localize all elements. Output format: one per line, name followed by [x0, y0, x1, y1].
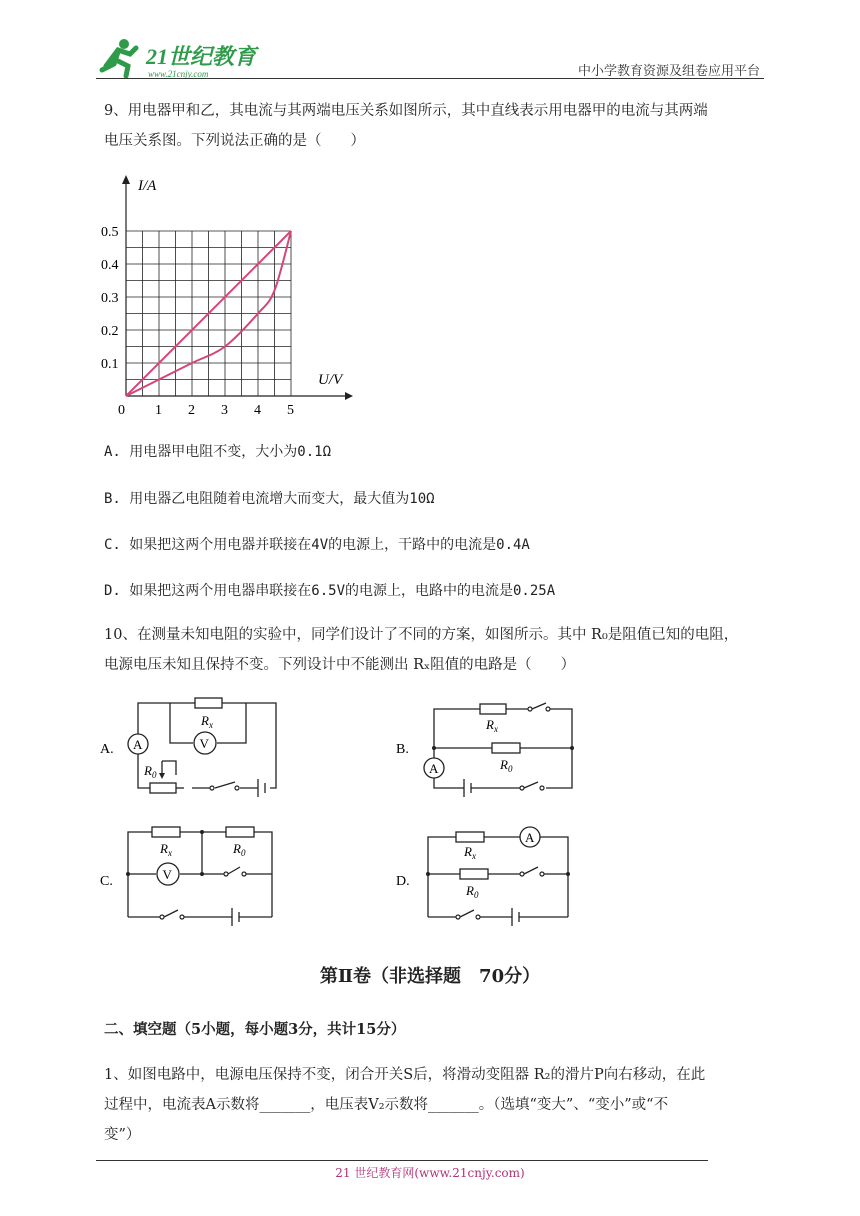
switch-contact: [528, 707, 532, 711]
x-tick-label: 1: [155, 403, 162, 418]
switch-contact: [224, 872, 228, 876]
switch-contact: [540, 872, 544, 876]
site-logo: [96, 36, 266, 80]
question-9-line2: 电压关系图。下列说法正确的是（ ）: [104, 133, 365, 149]
circuit-b-label: B.: [396, 742, 409, 757]
switch-contact: [540, 786, 544, 790]
r0-label: $R_0$: [144, 763, 157, 780]
fill-question-1: [104, 1060, 764, 1150]
question-10: [104, 620, 764, 680]
header-divider: [96, 78, 764, 79]
switch-contact: [210, 786, 214, 790]
q9-option-d[interactable]: D. 如果把这两个用电器串联接在6.5V的电源上，电路中的电流是0.25A: [104, 583, 556, 599]
rx-label: $R_x$: [201, 713, 213, 730]
circuit-b[interactable]: [396, 695, 586, 809]
resistor-r0: [226, 827, 254, 837]
chart-ticks: [101, 225, 294, 418]
q9-option-a[interactable]: A. 用电器甲电阻不变，大小为0.1Ω: [104, 444, 332, 460]
resistor-r0: [492, 743, 520, 753]
x-axis-arrow: [345, 392, 353, 400]
y-axis-label: I/A: [138, 178, 157, 194]
x-axis-label: U/V: [318, 372, 343, 388]
switch-contact: [456, 915, 460, 919]
x-tick-label: 5: [287, 403, 294, 418]
y-tick-label: 0.2: [101, 324, 119, 339]
fill-question-1-line3: 变”）: [104, 1127, 141, 1143]
footer-divider: [96, 1160, 708, 1161]
logo-text: 21世纪教育: [146, 44, 257, 69]
resistor-rx: [480, 704, 506, 714]
circuit-c-label: C.: [100, 874, 113, 889]
logo-url: www.21cnjy.com: [148, 69, 209, 79]
rx-label: $R_x$: [160, 841, 172, 858]
switch-contact: [476, 915, 480, 919]
resistor-rx: [152, 827, 180, 837]
circuit-a-label: A.: [100, 742, 114, 757]
section-subtitle: 二、填空题（5小题，每小题3分，共计15分）: [104, 1021, 406, 1038]
x-tick-label: 3: [221, 403, 228, 418]
rx-label: $R_x$: [486, 717, 498, 734]
question-10-line2: 电源电压未知且保持不变。下列设计中不能测出 Rₓ阻值的电路是（ ）: [104, 657, 576, 673]
ammeter-symbol: A: [133, 737, 143, 752]
y-axis-arrow: [122, 175, 130, 184]
circuit-c[interactable]: [100, 820, 290, 939]
question-9: [104, 96, 764, 156]
switch-contact: [520, 872, 524, 876]
y-tick-label: 0.1: [101, 357, 119, 372]
resistor-r0: [460, 869, 488, 879]
q9-option-c[interactable]: C. 如果把这两个用电器并联接在4V的电源上，干路中的电流是0.4A: [104, 537, 530, 553]
y-tick-label: 0.3: [101, 291, 119, 306]
question-9-line1: 9、用电器甲和乙，其电流与其两端电压关系如图所示，其中直线表示用电器甲的电流与其两端: [104, 103, 708, 119]
iv-chart-svg: [100, 170, 360, 420]
circuit-d[interactable]: [396, 820, 586, 939]
circuit-a[interactable]: [100, 695, 290, 809]
r0-label: $R_0$: [466, 883, 479, 900]
x-tick-label: 2: [188, 403, 195, 418]
question-10-line1: 10、在测量未知电阻的实验中，同学们设计了不同的方案，如图所示。其中 R₀是阻值已知的电阻，: [104, 627, 739, 643]
resistor-rx: [456, 832, 484, 842]
r0-label: $R_0$: [233, 841, 246, 858]
switch-contact: [180, 915, 184, 919]
q9-option-b[interactable]: B. 用电器乙电阻随着电流增大而变大，最大值为10Ω: [104, 491, 435, 507]
switch-contact: [520, 786, 524, 790]
section-title: 第Ⅱ卷（非选择题 70分）: [319, 966, 541, 987]
ammeter-symbol: A: [525, 830, 535, 845]
x-tick-label: 4: [254, 403, 261, 418]
rx-label: $R_x$: [464, 844, 476, 861]
fill-question-1-line1: 1、如图电路中，电源电压保持不变，闭合开关S后，将滑动变阻器 R₂的滑片P向右移动，在此: [104, 1067, 706, 1083]
switch-contact: [546, 707, 550, 711]
x-tick-label: 0: [118, 403, 125, 418]
r0-label: $R_0$: [500, 757, 513, 774]
voltmeter-symbol: V: [199, 736, 209, 751]
ammeter-symbol: A: [429, 761, 439, 776]
site-name: 中小学教育资源及组卷应用平台: [577, 64, 760, 79]
switch-contact: [242, 872, 246, 876]
voltmeter-symbol: V: [162, 867, 172, 882]
switch-contact: [160, 915, 164, 919]
circuit-d-label: D.: [396, 874, 410, 889]
y-tick-label: 0.4: [101, 258, 119, 273]
resistor-rx: [195, 698, 222, 708]
iv-chart: [100, 170, 360, 424]
footer-text[interactable]: 21 世纪教育网(www.21cnjy.com): [335, 1166, 525, 1180]
switch-contact: [235, 786, 239, 790]
rheostat-r0: [150, 783, 176, 793]
fill-question-1-line2: 过程中，电流表A示数将_______，电压表V₂示数将_______。（选填“变大”、“变小”或“不: [104, 1097, 669, 1113]
y-tick-label: 0.5: [101, 225, 119, 240]
runner-icon: [102, 39, 136, 76]
